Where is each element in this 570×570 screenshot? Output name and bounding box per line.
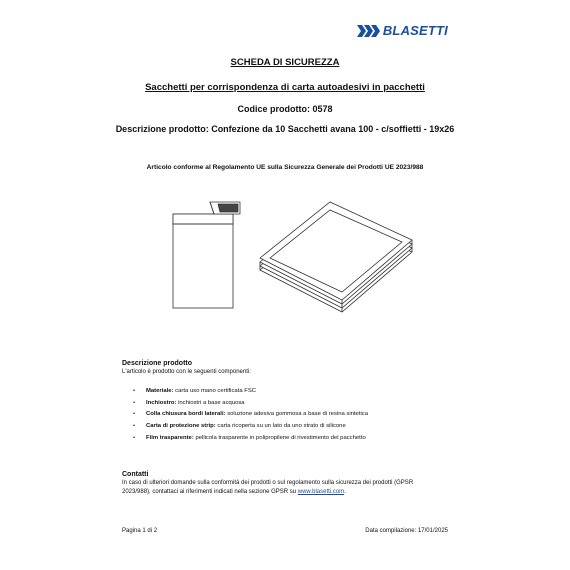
item-label: Materiale bbox=[146, 388, 172, 394]
contacts-line-1: In caso di ulteriori domande sulla conformità dei prodotti o sul regolamento sulla sicurezza dei prodotti (GPSR bbox=[122, 480, 414, 486]
bullet-icon: • bbox=[133, 434, 136, 441]
list-item: • Inchiostro: inchiostri a base acquosa bbox=[133, 398, 453, 410]
description-intro: L'articolo è prodotto con le seguenti componenti: bbox=[122, 369, 251, 375]
envelope-illustration bbox=[170, 200, 440, 330]
bullet-icon: • bbox=[133, 411, 136, 418]
single-envelope-drawing bbox=[173, 202, 240, 308]
list-item: • Film trasparente: pellicola trasparente in polipropilene di rivestimento del pacchetto bbox=[133, 433, 453, 445]
description-section bbox=[122, 359, 452, 377]
item-text: carta ricoperta su un lato da uno strato di silicone bbox=[217, 423, 346, 430]
item-label: Film trasparente bbox=[146, 434, 192, 441]
component-list bbox=[133, 386, 453, 445]
product-code: Codice prodotto: 0578 bbox=[237, 104, 333, 114]
envelope-pack-drawing bbox=[260, 202, 412, 312]
bullet-icon: • bbox=[133, 423, 136, 430]
blasetti-logo bbox=[357, 24, 448, 38]
item-text: inchiostri a base acquosa bbox=[178, 399, 245, 406]
document-subtitle: Sacchetti per corrispondenza di carta autoadesivi in pacchetti bbox=[145, 82, 425, 93]
contacts-line-2 bbox=[122, 488, 452, 497]
logo-mark-icon bbox=[357, 25, 381, 37]
item-text: carta uso mano certificata FSC bbox=[175, 388, 257, 394]
contacts-section bbox=[122, 470, 452, 497]
list-item: • Colla chiusura bordi laterali: soluzione adesiva gommosa a base di resina sintetica bbox=[133, 409, 453, 421]
contacts-heading: Contatti bbox=[122, 471, 149, 478]
website-link[interactable]: www.blasetti.com bbox=[297, 489, 345, 495]
item-text: pellicola trasparente in polipropilene di rivestimento del pacchetto bbox=[195, 434, 366, 441]
document-title: SCHEDA DI SICUREZZA bbox=[230, 57, 340, 68]
contacts-line-2-text: 2023/988), contattaci ai riferimenti indicati nella sezione GPSR su bbox=[122, 489, 298, 495]
regulation-statement: Articolo conforme al Regolamento UE sulla Sicurezza Generale dei Prodotti UE 2023/988 bbox=[146, 164, 424, 171]
item-label: Colla chiusura bordi laterali bbox=[146, 411, 224, 418]
contacts-line-2-end: . bbox=[344, 489, 346, 495]
page-number: Pagina 1 di 2 bbox=[122, 528, 158, 534]
item-label: Carta di protezione strip bbox=[146, 423, 214, 430]
item-text: soluzione adesiva gommosa a base di resina sintetica bbox=[227, 411, 369, 418]
product-description-line: Descrizione prodotto: Confezione da 10 Sacchetti avana 100 - c/soffietti - 19x26 bbox=[115, 124, 455, 134]
description-heading: Descrizione prodotto bbox=[122, 360, 193, 367]
list-item: • Carta di protezione strip: carta ricoperta su un lato da uno strato di silicone bbox=[133, 421, 453, 433]
compilation-date: Data compilazione: 17/01/2025 bbox=[365, 528, 448, 534]
item-label: Inchiostro bbox=[146, 399, 175, 406]
bullet-icon: • bbox=[133, 399, 136, 406]
list-item: • Materiale: carta uso mano certificata FSC bbox=[133, 386, 453, 398]
logo-text: BLASETTI bbox=[382, 23, 448, 38]
bullet-icon: • bbox=[133, 388, 136, 394]
